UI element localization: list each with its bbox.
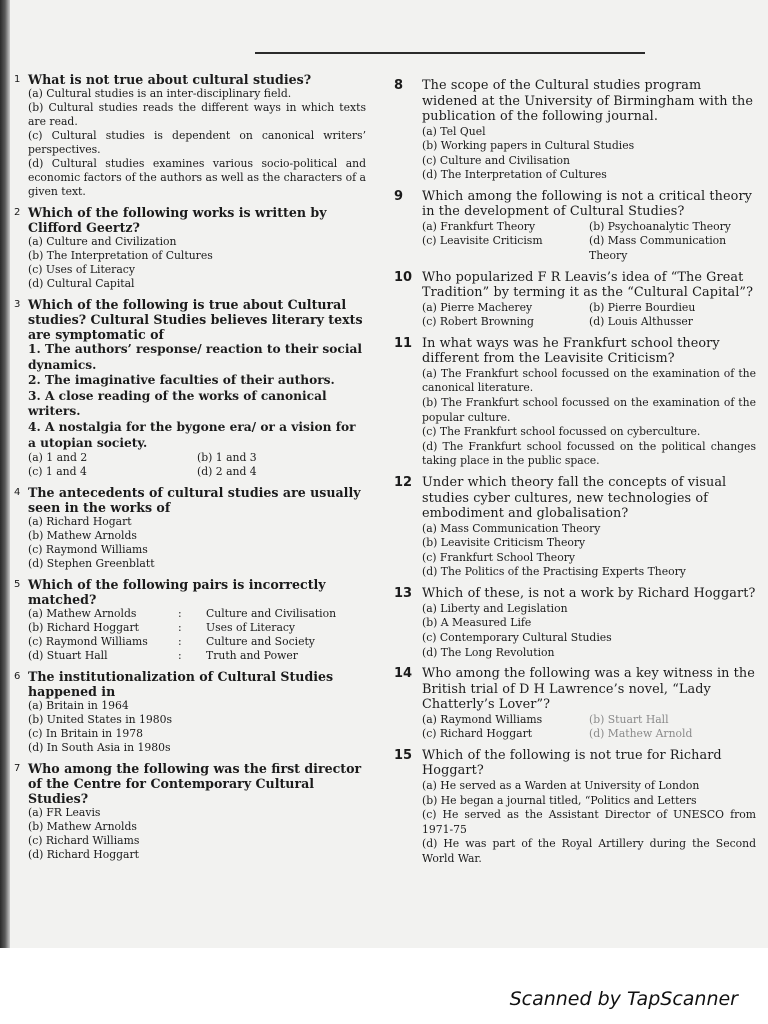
option-c: (c) Uses of Literacy	[28, 263, 135, 276]
option-c: (c) The Frankfurt school focussed on cyberculture.	[422, 425, 701, 439]
question-14	[394, 666, 756, 742]
question-8	[394, 78, 756, 183]
pair-left: (b) Richard Hoggart	[28, 621, 139, 635]
statement-4: 4. A nostalgia for the bygone era/ or a vision for a utopian society.	[28, 419, 356, 450]
option-d: (d) Cultural Capital	[28, 277, 135, 290]
option-d: (d) In South Asia in 1980s	[28, 741, 171, 755]
option-a: (a) Tel Quel	[422, 124, 486, 138]
question-number: 5	[14, 579, 21, 591]
option-d: (d) Mathew Arnold	[589, 727, 693, 741]
pair-row	[28, 621, 366, 635]
option-a: (a) He served as a Warden at University of London	[422, 778, 700, 792]
option-b: (b) Working papers in Cultural Studies	[422, 139, 635, 153]
option-c: (c) Richard Hoggart	[422, 727, 533, 741]
option-a: (a) Cultural studies is an inter-disciplinary field.	[28, 87, 292, 100]
question-text: Who among the following was a key witness in the British trial of D H Lawrence’s novel, “Lady Chatterly’s Lover”?	[422, 666, 755, 713]
question-text: Who among the following was the first director of the Centre for Contemporary Cultural Studies?	[28, 761, 362, 807]
option-d: (d) He was part of the Royal Artillery during the Second World War.	[422, 837, 756, 865]
option-a: (a) Frankfurt Theory	[422, 219, 536, 233]
page-binding-edge	[0, 0, 10, 948]
question-number: 13	[394, 585, 413, 601]
question-number: 15	[394, 747, 413, 763]
option-d: (d) Stephen Greenblatt	[28, 557, 155, 571]
question-13	[394, 586, 756, 660]
question-2	[14, 205, 366, 291]
option-b: (b) Mathew Arnolds	[28, 820, 137, 834]
option-a: (a) Pierre Macherey	[422, 300, 533, 314]
option-b: (b) 1 and 3	[197, 451, 257, 465]
option-c: (c) Robert Browning	[422, 315, 534, 329]
question-text: Which of these, is not a work by Richard Hoggart?	[422, 585, 756, 601]
question-9	[394, 189, 756, 264]
pair-separator: :	[178, 649, 182, 663]
option-c: (c) Raymond Williams	[28, 543, 148, 557]
option-d: (d) 2 and 4	[197, 465, 257, 479]
question-text: Under which theory fall the concepts of visual studies cyber cultures, new technologies of embodiment and globalisation?	[422, 475, 727, 521]
question-text: What is not true about cultural studies?	[28, 72, 312, 87]
header-rule	[255, 52, 645, 54]
question-text: Who popularized F R Leavis’s idea of “The Great Tradition” by terming it as the “Cultural Capital”?	[422, 269, 754, 301]
scanner-watermark: Scanned by TapScanner	[509, 988, 738, 1010]
option-d: (d) The Interpretation of Cultures	[422, 168, 607, 182]
question-number: 2	[14, 207, 21, 218]
option-a: (a) Richard Hogart	[28, 515, 132, 529]
pair-right: Uses of Literacy	[206, 621, 296, 635]
right-column	[394, 78, 756, 873]
statement-3: 3. A close reading of the works of canonical writers.	[28, 388, 327, 419]
left-column	[14, 72, 366, 868]
question-number: 8	[394, 78, 404, 93]
question-text: The scope of the Cultural studies program widened at the University of Birmingham with the publication of the following journal.	[422, 78, 754, 124]
question-number: 11	[394, 335, 413, 351]
option-b: (b) Pierre Bourdieu	[589, 300, 696, 314]
question-10	[394, 270, 756, 330]
question-5	[14, 577, 366, 663]
option-a: (a) Britain in 1964	[28, 699, 129, 713]
question-text: The institutionalization of Cultural Studies happened in	[28, 669, 334, 700]
question-text: Which among the following is not a critical theory in the development of Cultural Studies?	[422, 188, 752, 220]
pair-left: (a) Mathew Arnolds	[28, 607, 137, 621]
pair-left: (c) Raymond Williams	[28, 635, 148, 649]
option-b: (b) He began a journal titled, “Politics and Letters	[422, 793, 697, 807]
option-a: (a) Liberty and Legislation	[422, 601, 568, 615]
option-a: (a) Raymond Williams	[422, 712, 543, 726]
question-number: 4	[14, 487, 21, 499]
option-c: (c) Leavisite Criticism	[422, 234, 543, 248]
question-text: Which of the following is true about Cultural studies? Cultural Studies believes literary texts are symptomatic of	[28, 297, 363, 342]
statement-2: 2. The imaginative faculties of their authors.	[28, 373, 335, 388]
question-3	[14, 297, 366, 479]
question-number: 12	[394, 475, 413, 490]
question-text: In what ways was he Frankfurt school theory different from the Leavisite Criticism?	[422, 335, 720, 367]
question-1	[14, 72, 366, 199]
pair-separator: :	[178, 621, 182, 635]
pair-right: Culture and Society	[206, 635, 315, 649]
option-b: (b) The Frankfurt school focussed on the examination of the popular culture.	[422, 396, 756, 424]
option-d: (d) Richard Hoggart	[28, 848, 139, 862]
question-text: Which of the following works is written by Clifford Geertz?	[28, 205, 327, 235]
question-text: Which of the following pairs is incorrectly matched?	[28, 577, 326, 608]
option-b: (b) Psychoanalytic Theory	[589, 219, 731, 233]
option-b: (b) A Measured Life	[422, 616, 532, 630]
option-b: (b) Mathew Arnolds	[28, 529, 137, 543]
pair-separator: :	[178, 635, 182, 649]
option-c: (c) 1 and 4	[28, 465, 87, 479]
pair-right: Culture and Civilisation	[206, 607, 337, 621]
question-number: 14	[394, 666, 413, 682]
option-b: (b) Cultural studies reads the different ways in which texts are read.	[28, 101, 366, 128]
question-number: 1	[14, 74, 21, 85]
option-a: (a) 1 and 2	[28, 451, 88, 465]
option-c: (c) In Britain in 1978	[28, 727, 144, 741]
option-c: (c) Richard Williams	[28, 834, 140, 848]
option-d: (d) Mass Communication Theory	[589, 234, 727, 263]
pair-right: Truth and Power	[206, 649, 298, 663]
question-12	[394, 475, 756, 580]
option-d: (d) Cultural studies examines various socio-political and economic factors of the authors as well as the characters of a given text.	[28, 157, 366, 198]
option-d: (d) The Frankfurt school focussed on the political changes taking place in the public space.	[422, 439, 756, 468]
option-d: (d) The Politics of the Practising Experts Theory	[422, 565, 686, 579]
question-number: 6	[14, 671, 21, 683]
question-11	[394, 336, 756, 469]
option-a: (a) The Frankfurt school focussed on the examination of the canonical literature.	[422, 366, 756, 395]
pair-left: (d) Stuart Hall	[28, 649, 108, 663]
question-number: 7	[14, 763, 21, 775]
option-c: (c) Cultural studies is dependent on canonical writers’ perspectives.	[28, 129, 366, 156]
pair-separator: :	[178, 607, 182, 621]
pair-row	[28, 635, 366, 649]
question-7	[14, 761, 366, 862]
option-b: (b) The Interpretation of Cultures	[28, 249, 213, 262]
option-d: (d) Louis Althusser	[589, 315, 693, 329]
option-b: (b) Leavisite Criticism Theory	[422, 536, 586, 550]
option-d: (d) The Long Revolution	[422, 645, 555, 659]
question-number: 3	[14, 299, 21, 310]
option-b: (b) Stuart Hall	[589, 712, 669, 726]
option-c: (c) Culture and Civilisation	[422, 153, 570, 167]
question-15	[394, 748, 756, 867]
pair-row	[28, 607, 366, 621]
question-text: Which of the following is not true for Richard Hoggart?	[422, 747, 722, 779]
question-4	[14, 485, 366, 571]
question-6	[14, 669, 366, 755]
question-text: The antecedents of cultural studies are usually seen in the works of	[28, 485, 361, 516]
option-a: (a) FR Leavis	[28, 806, 101, 820]
option-a: (a) Mass Communication Theory	[422, 521, 601, 535]
option-a: (a) Culture and Civilization	[28, 235, 177, 248]
question-number: 10	[394, 269, 413, 285]
option-c: (c) He served as the Assistant Director of UNESCO from 1971-75	[422, 808, 756, 836]
statement-1: 1. The authors’ response/ reaction to their social dynamics.	[28, 342, 362, 372]
question-number: 9	[394, 188, 404, 204]
option-c: (c) Contemporary Cultural Studies	[422, 631, 612, 645]
pair-row	[28, 649, 366, 663]
option-b: (b) United States in 1980s	[28, 713, 173, 727]
option-c: (c) Frankfurt School Theory	[422, 550, 575, 564]
